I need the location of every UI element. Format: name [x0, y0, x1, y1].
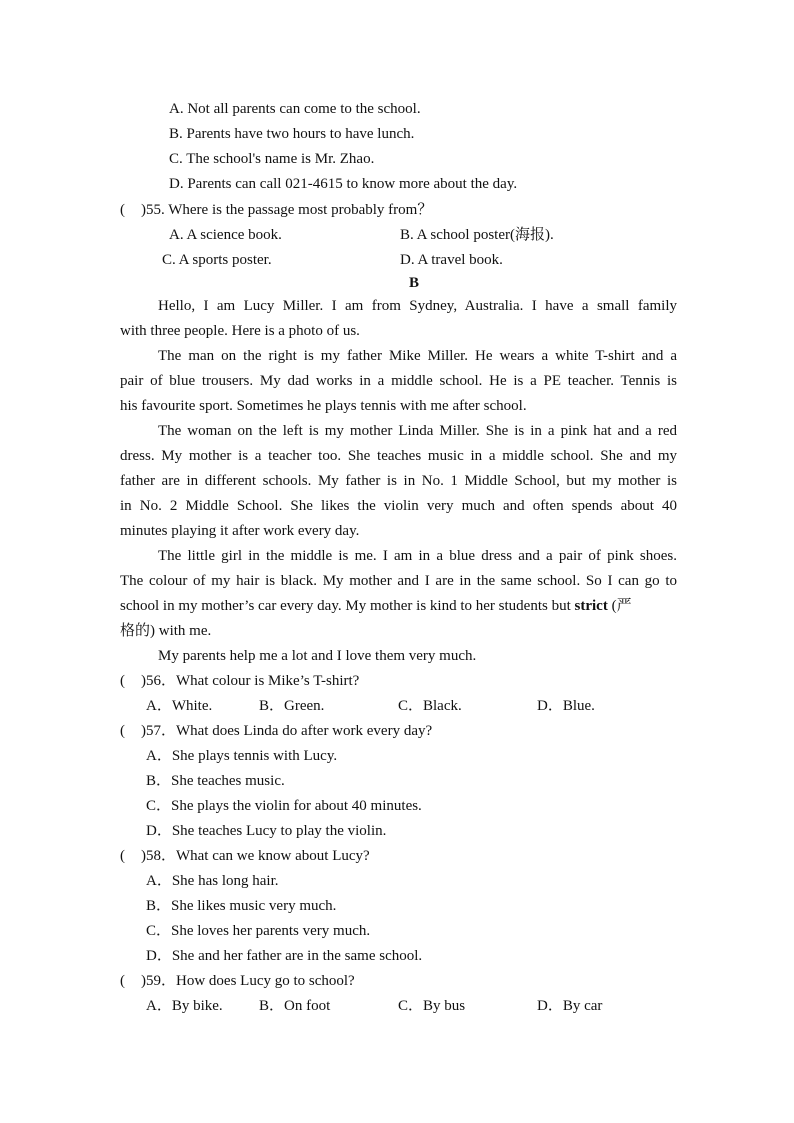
q54-option-b: B. Parents have two hours to have lunch.	[169, 126, 415, 142]
q56-option-b: B．Green.	[259, 698, 325, 714]
passage-line: his favourite sport. Sometimes he plays tennis with me after school.	[120, 398, 527, 414]
q59-question: )59．How does Lucy go to school?	[141, 973, 355, 989]
q58-option-d: D．She and her father are in the same school.	[146, 948, 423, 964]
q55-answer-paren: (	[120, 202, 125, 218]
passage-line: Hello, I am Lucy Miller. I am from Sydney, Australia. I have a small family	[158, 298, 677, 314]
keyword-strict: strict	[574, 598, 608, 614]
passage-line: in No. 2 Middle School. She likes the violin very much and often spends about 40	[120, 498, 677, 514]
q58-option-c: C．She loves her parents very much.	[146, 923, 371, 939]
q58-option-b: B．She likes music very much.	[146, 898, 337, 914]
q54-option-a: A. Not all parents can come to the school.	[169, 101, 421, 117]
q55-option-b: B. A school poster(海报).	[400, 227, 554, 243]
q56-option-c: C．Black.	[398, 698, 462, 714]
passage-line: with three people. Here is a photo of us.	[120, 323, 360, 339]
passage-line: The colour of my hair is black. My mother and I are in the same school. So I can go to	[120, 573, 677, 589]
passage-line: minutes playing it after work every day.	[120, 523, 360, 539]
section-b-heading: B	[408, 275, 419, 291]
passage-line: 格的) with me.	[120, 623, 212, 639]
q57-option-c: C．She plays the violin for about 40 minutes.	[146, 798, 422, 814]
q59-option-a: A．By bike.	[146, 998, 223, 1014]
q57-option-b: B．She teaches music.	[146, 773, 285, 789]
q56-option-a: A．White.	[146, 698, 213, 714]
passage-line: father are in different schools. My father is in No. 1 Middle School, but my mother is	[120, 473, 677, 489]
q59-option-c: C．By bus	[398, 998, 466, 1014]
q57-option-a: A．She plays tennis with Lucy.	[146, 748, 338, 764]
passage-line: The man on the right is my father Mike Miller. He wears a white T-shirt and a	[158, 348, 677, 364]
q56-answer-paren: (	[120, 673, 125, 689]
q59-answer-paren: (	[120, 973, 125, 989]
passage-text: (严	[611, 598, 632, 614]
q57-question: )57．What does Linda do after work every day?	[141, 723, 433, 739]
q56-question: )56．What colour is Mike’s T-shirt?	[141, 673, 360, 689]
q57-answer-paren: (	[120, 723, 125, 739]
q57-option-d: D．She teaches Lucy to play the violin.	[146, 823, 387, 839]
q54-option-c: C. The school's name is Mr. Zhao.	[169, 151, 375, 167]
q55-option-c: C. A sports poster.	[162, 252, 272, 268]
passage-line: My parents help me a lot and I love them very much.	[158, 648, 477, 664]
q58-answer-paren: (	[120, 848, 125, 864]
q59-option-b: B．On foot	[259, 998, 331, 1014]
passage-line: dress. My mother is a teacher too. She teaches music in a middle school. She and my	[120, 448, 677, 464]
q55-option-d: D. A travel book.	[400, 252, 503, 268]
q56-option-d: D．Blue.	[537, 698, 595, 714]
passage-line	[120, 597, 632, 615]
q58-question: )58．What can we know about Lucy?	[141, 848, 370, 864]
q58-option-a: A．She has long hair.	[146, 873, 279, 889]
passage-line: The little girl in the middle is me. I am in a blue dress and a pair of pink shoes.	[158, 548, 677, 564]
q59-option-d: D．By car	[537, 998, 603, 1014]
q55-option-a: A. A science book.	[169, 227, 282, 243]
passage-line: The woman on the left is my mother Linda Miller. She is in a pink hat and a red	[158, 423, 677, 439]
q55-question: )55. Where is the passage most probably from？	[141, 202, 433, 218]
q54-option-d: D. Parents can call 021-4615 to know more about the day.	[169, 176, 518, 192]
passage-line: pair of blue trousers. My dad works in a middle school. He is a PE teacher. Tennis is	[120, 373, 677, 389]
passage-text: school in my mother’s car every day. My mother is kind to her students but	[120, 598, 571, 614]
